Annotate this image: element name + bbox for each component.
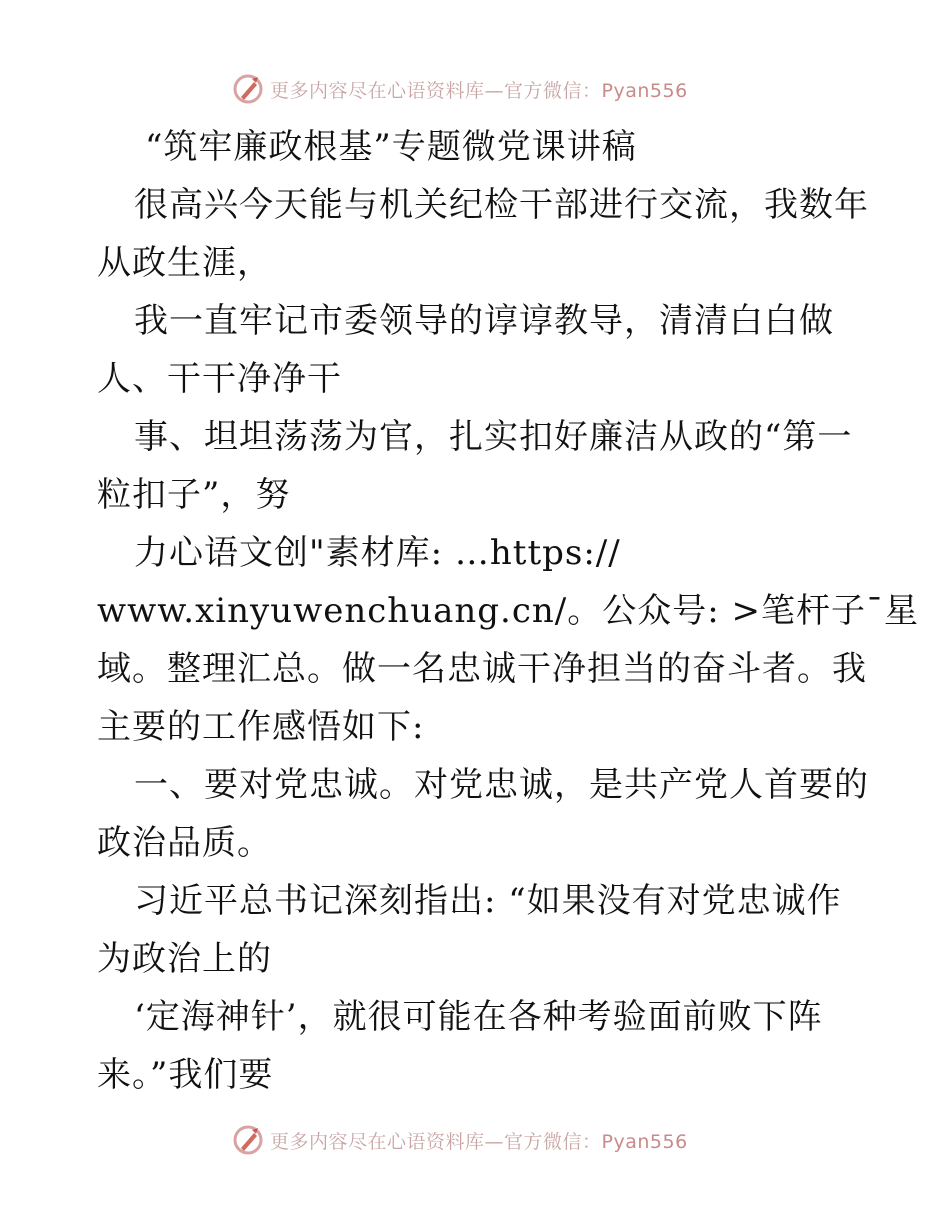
paragraph-line: 政治品质。: [97, 823, 272, 863]
pen-logo-icon: [232, 73, 264, 105]
paragraph-line: 事、坦坦荡荡为官，扎实扣好廉洁从政的“第一: [134, 417, 853, 457]
paragraph-line: 习近平总书记深刻指出: “如果没有对党忠诚作: [134, 881, 842, 921]
paragraph-line: ‘定海神针’，就很可能在各种考验面前败下阵: [134, 997, 823, 1037]
paragraph-line: 域。整理汇总。做一名忠诚干净担当的奋斗者。我: [97, 649, 867, 689]
pen-logo-icon: [232, 1124, 264, 1156]
document-title: “筑牢廉政根基”专题微党课讲稿: [145, 127, 637, 167]
paragraph-line: 我一直牢记市委领导的谆谆教导，清清白白做: [134, 301, 834, 341]
footer-wechat-id: Pyan556: [601, 1130, 688, 1153]
paragraph-line: 力心语文创"素材库: …https://: [134, 533, 621, 573]
paragraph-line: 一、要对党忠诚。对党忠诚，是共产党人首要的: [134, 765, 869, 805]
paragraph-line: 很高兴今天能与机关纪检干部进行交流，我数年: [134, 185, 869, 225]
paragraph-line: 主要的工作感悟如下:: [97, 707, 425, 747]
paragraph-line: 为政治上的: [97, 939, 272, 979]
header-wechat-id: Pyan556: [601, 79, 688, 102]
paragraph-line: www.xinyuwenchuang.cn/。公众号: >笔杆子¯星: [97, 591, 919, 631]
document-body: [97, 118, 919, 1104]
footer-watermark-text: 更多内容尽在心语资料库—官方微信：Pyan556: [270, 1130, 688, 1153]
header-watermark-banner: [232, 72, 688, 106]
paragraph-line: 人、干干净净干: [97, 359, 342, 399]
paragraph-line: 来。”我们要: [97, 1055, 274, 1095]
header-watermark-text: 更多内容尽在心语资料库—官方微信：Pyan556: [270, 79, 688, 102]
footer-watermark-banner: [232, 1123, 688, 1157]
paragraph-line: 从政生涯，: [97, 243, 272, 283]
paragraph-line: 粒扣子”，努: [97, 475, 291, 515]
